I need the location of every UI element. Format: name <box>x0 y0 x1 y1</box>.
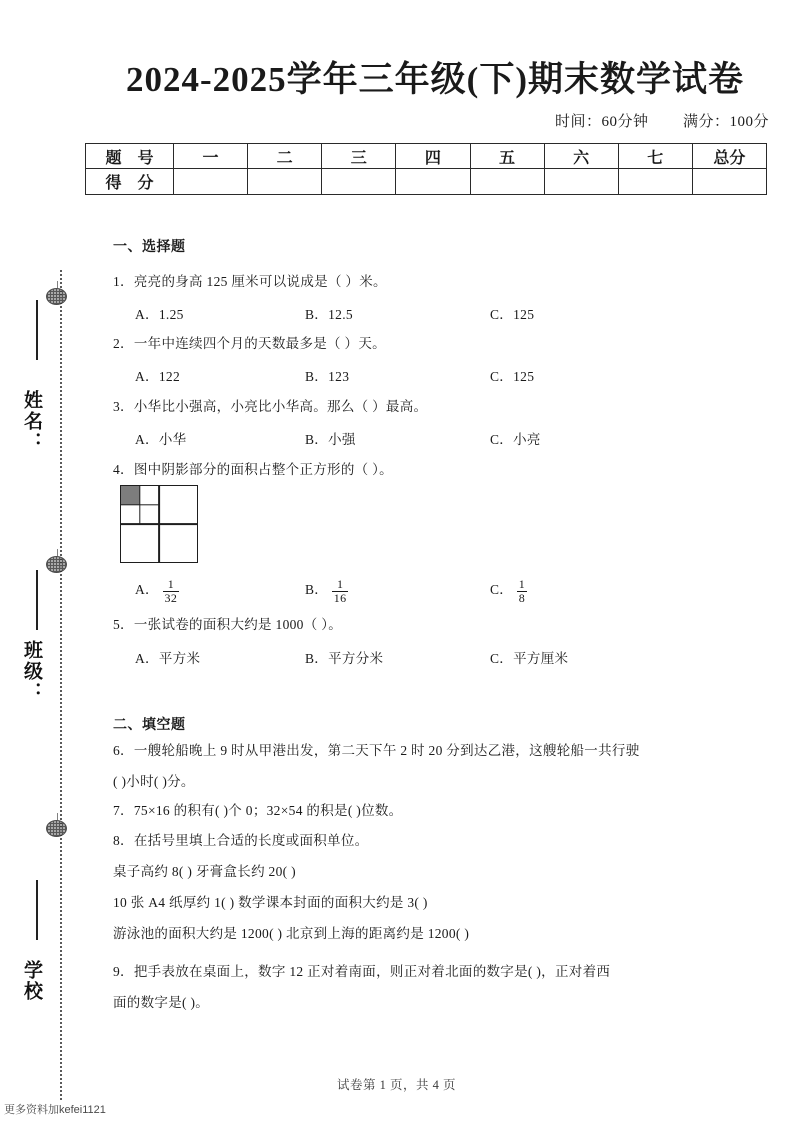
score-cell-4[interactable] <box>396 169 470 195</box>
score-cell-7[interactable] <box>618 169 692 195</box>
question-7-line1[interactable]: 7．75×16 的积有( )个 0；32×54 的积是( )位数。 <box>113 803 403 818</box>
exam-total-score: 满分：100分 <box>682 114 769 130</box>
option-4-b[interactable] <box>305 578 348 604</box>
question-9-line1[interactable]: 9．把手表放在桌面上，数字 12 正对着南面，则正对着北面的数字是( )，正对着西 <box>113 964 611 979</box>
fraction-1-8: $\frac{1}{8}$ <box>518 577 526 605</box>
student-name-label: 姓名： <box>21 390 42 453</box>
seal-stamp-icon <box>46 820 67 837</box>
question-8-line2[interactable]: 桌子高约 8( ) 牙膏盒长约 20( ) <box>113 864 296 879</box>
score-cell-2[interactable] <box>248 169 322 195</box>
score-cell-1[interactable] <box>174 169 248 195</box>
page-footer: 试卷第 1 页，共 4 页 <box>336 1078 456 1092</box>
fraction-1-16: $\frac{1}{16}$ <box>333 577 347 605</box>
score-table-col-4: 四 <box>396 144 470 169</box>
option-4-c-label: C． <box>490 582 514 598</box>
score-table-col-6: 六 <box>544 144 618 169</box>
question-1-options <box>0 303 793 323</box>
question-4-options <box>0 577 793 605</box>
question-5-text: 5．一张试卷的面积大约是 1000（ ）。 <box>113 617 343 632</box>
question-6-line1: 6．一艘轮船晚上 9 时从甲港出发，第二天下午 2 时 20 分到达乙港，这艘轮船一共行驶 <box>113 743 640 758</box>
question-1-text: 1．亮亮的身高 125 厘米可以说成是（ ）米。 <box>113 274 387 289</box>
seal-rule <box>36 880 38 940</box>
question-3-text: 3．小华比小强高，小亮比小华高。那么（ ）最高。 <box>113 399 428 414</box>
score-table-col-5: 五 <box>470 144 544 169</box>
score-table-row-label: 得 分 <box>86 169 174 195</box>
seal-dotted-line <box>60 270 62 1100</box>
question-3-options <box>0 428 793 448</box>
seal-margin <box>0 0 90 1122</box>
question-8-line1: 8．在括号里填上合适的长度或面积单位。 <box>113 833 369 848</box>
option-1-a[interactable]: A．1.25 <box>135 307 184 322</box>
score-table-row-label: 题 号 <box>86 144 174 169</box>
section-heading-choice: 一、选择题 <box>113 240 186 255</box>
exam-time: 时间：60分钟 <box>554 114 649 130</box>
section-heading-fill: 二、填空题 <box>113 718 186 733</box>
option-5-a[interactable]: A．平方米 <box>135 651 201 666</box>
option-4-a[interactable] <box>135 578 179 604</box>
option-3-c[interactable]: C．小亮 <box>490 432 541 447</box>
option-4-a-label: A． <box>135 582 159 598</box>
shaded-cell <box>121 486 140 505</box>
question-6-line2[interactable]: ( )小时( )分。 <box>113 774 195 789</box>
table-row-scores <box>86 169 767 195</box>
option-2-c[interactable]: C．125 <box>490 369 535 384</box>
option-1-c[interactable]: C．125 <box>490 307 535 322</box>
figure-mid-hline <box>121 523 197 525</box>
score-cell-6[interactable] <box>544 169 618 195</box>
fraction-1-32: $\frac{1}{32}$ <box>164 577 178 605</box>
student-class-label: 班级： <box>21 640 42 703</box>
option-5-c[interactable]: C．平方厘米 <box>490 651 569 666</box>
score-cell-5[interactable] <box>470 169 544 195</box>
seal-stamp-icon <box>46 556 67 573</box>
score-table-col-1: 一 <box>174 144 248 169</box>
score-table <box>85 143 767 195</box>
question-2-options <box>0 365 793 385</box>
option-5-b[interactable]: B．平方分米 <box>305 651 384 666</box>
option-4-c[interactable] <box>490 578 527 604</box>
score-table-col-2: 二 <box>248 144 322 169</box>
question-8-line4[interactable]: 游泳池的面积大约是 1200( ) 北京到上海的距离约是 1200( ) <box>113 926 470 941</box>
score-table-col-total: 总分 <box>692 144 766 169</box>
option-3-b[interactable]: B．小强 <box>305 432 356 447</box>
question-8-line3[interactable]: 10 张 A4 纸厚约 1( ) 数学课本封面的面积大约是 3( ) <box>113 895 428 910</box>
option-2-b[interactable]: B．123 <box>305 369 350 384</box>
table-row-header <box>86 144 767 169</box>
student-school-label: 学校 <box>21 960 42 1002</box>
question-4-text: 4．图中阴影部分的面积占整个正方形的（ ）。 <box>113 462 393 477</box>
score-table-col-3: 三 <box>322 144 396 169</box>
option-1-b[interactable]: B．12.5 <box>305 307 353 322</box>
watermark-text: 更多资料加kefei1121 <box>4 1104 106 1116</box>
score-cell-3[interactable] <box>322 169 396 195</box>
figure-quarter-hline <box>121 504 159 505</box>
exam-meta <box>555 110 769 131</box>
question-9-line2[interactable]: 面的数字是( )。 <box>113 995 210 1010</box>
question-5-options <box>0 647 793 667</box>
option-3-a[interactable]: A．小华 <box>135 432 187 447</box>
score-cell-total[interactable] <box>692 169 766 195</box>
page-title: 2024-2025学年三年级(下)期末数学试卷 <box>126 60 744 99</box>
shaded-square-figure <box>120 485 198 563</box>
score-table-col-7: 七 <box>618 144 692 169</box>
option-4-b-label: B． <box>305 582 329 598</box>
question-2-text: 2．一年中连续四个月的天数最多是（ ）天。 <box>113 336 386 351</box>
option-2-a[interactable]: A．122 <box>135 369 180 384</box>
